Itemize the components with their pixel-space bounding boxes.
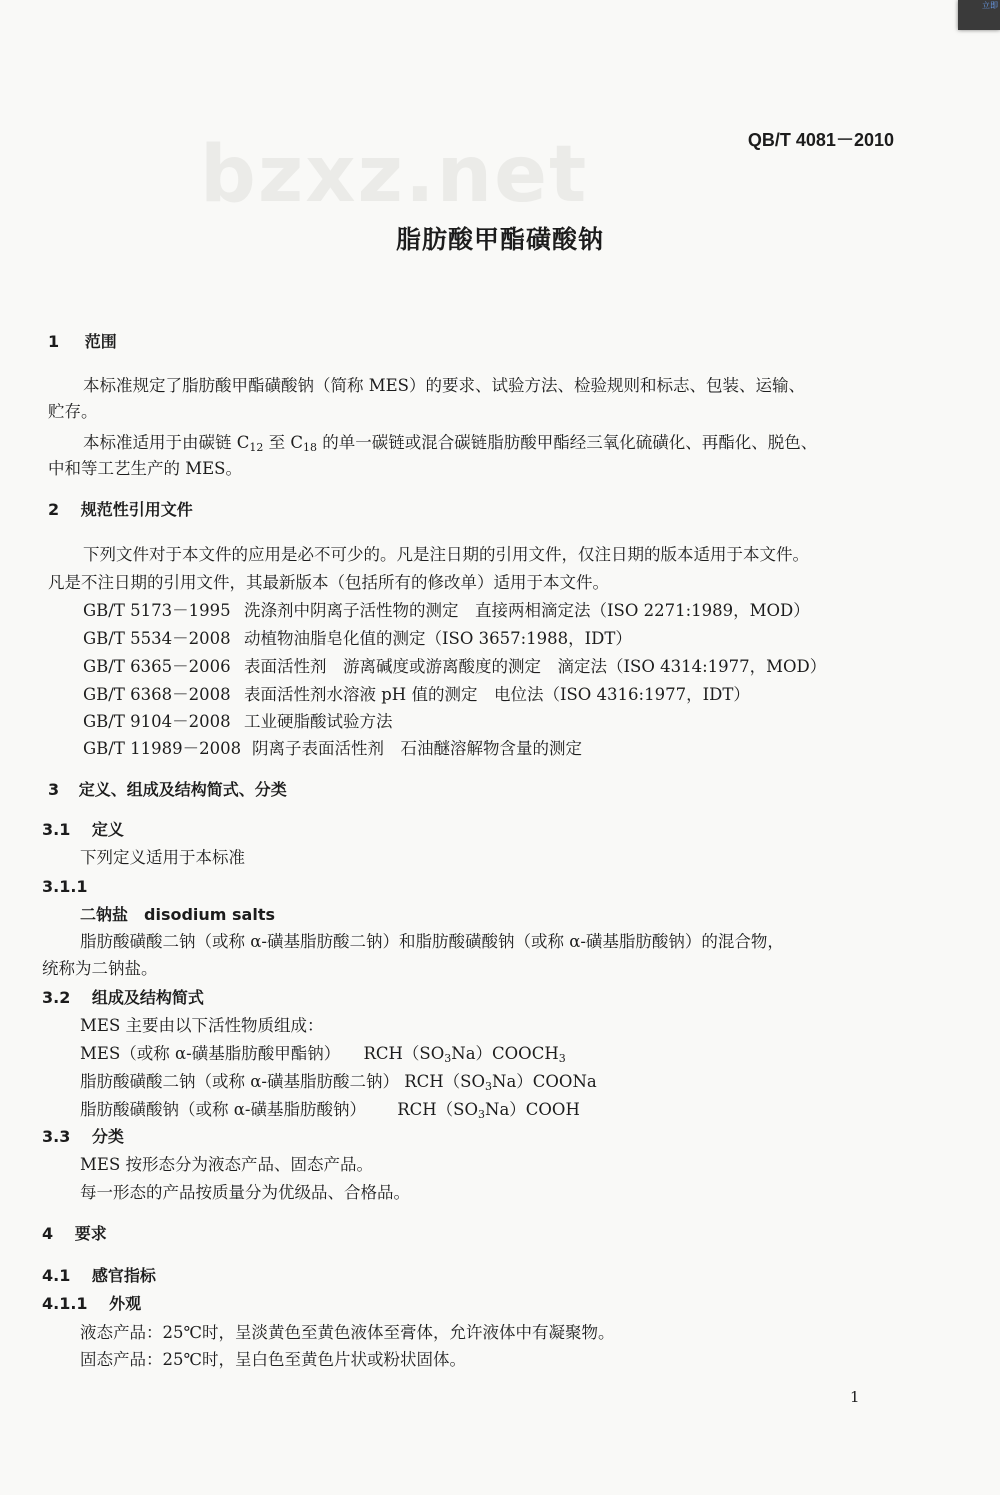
text-run: RCH（SO [363,1044,445,1063]
paragraph-line: MES 按形态分为液态产品、固态产品。 [80,1155,373,1174]
section-number: 4.1 [42,1266,71,1285]
text-run: Na）COOH [485,1100,580,1119]
reference-title: 工业硬脂酸试验方法 [244,712,393,731]
paragraph-line: 下列定义适用于本标准 [80,848,245,867]
structural-formula [404,1072,597,1091]
section-title: 范围 [84,332,117,351]
paragraph-line: 液态产品：25℃时，呈淡黄色至黄色液体至膏体，允许液体中有凝聚物。 [80,1323,615,1342]
section-title: 感官指标 [91,1266,156,1285]
section-title: 要求 [74,1224,107,1243]
structural-formula [397,1100,580,1119]
section-title: 外观 [109,1294,142,1313]
reference-code: GB/T 6365－2006 [83,657,231,676]
reference-title: 动植物油脂皂化值的测定（ISO 3657:1988，IDT） [244,629,632,648]
document-title: 脂肪酸甲酯磺酸钠 [395,225,604,254]
paragraph-line: 下列文件对于本文件的应用是必不可少的。凡是注日期的引用文件，仅注日期的版本适用于本文件。 [83,545,809,564]
reference-code: GB/T 5173－1995 [83,601,231,620]
subsection-4-1-1-heading [42,1294,141,1313]
text-run: RCH（SO [404,1072,485,1091]
text-run: 的单一碳链或混合碳链脂肪酸甲酯经三氧化硫磺化、再酯化、脱色、 [317,433,818,452]
section-number: 1 [48,332,60,351]
text-run: Na）COOCH [451,1044,559,1063]
reference-code: GB/T 9104－2008 [83,712,231,731]
compound-name: 脂肪酸磺酸钠（或称 α-磺基脂肪酸钠） [80,1100,366,1119]
text-run: Na）COONa [492,1072,597,1091]
compound-name: MES（或称 α-磺基脂肪酸甲酯钠） [80,1044,341,1063]
subsection-3-3-heading [42,1127,124,1146]
section-number: 3.1 [42,820,71,839]
subscript: 3 [558,1052,566,1065]
reference-title: 洗涤剂中阴离子活性物的测定 直接两相滴定法（ISO 2271:1989，MOD） [244,601,810,620]
section-number: 3 [48,780,60,799]
section-title: 定义 [91,820,124,839]
formula-line [80,1072,597,1092]
text-run: 本标准适用于由碳链 C [83,433,250,452]
reference-code: GB/T 5534－2008 [83,629,231,648]
paragraph-line: 凡是不注日期的引用文件，其最新版本（包括所有的修改单）适用于本文件。 [48,573,609,592]
subscript: 3 [444,1052,452,1065]
reference-title: 表面活性剂水溶液 pH 值的测定 电位法（ISO 4316:1977，IDT） [244,685,750,704]
paragraph-line: 贮存。 [48,402,98,421]
subsection-3-1-heading [42,820,124,839]
section-title: 定义、组成及结构简式、分类 [78,780,287,799]
clause-number: 3.1.1 [42,877,88,896]
structural-formula [363,1044,565,1063]
paragraph-line: 脂肪酸磺酸二钠（或称 α-磺基脂肪酸二钠）和脂肪酸磺酸钠（或称 α-磺基脂肪酸钠）的混合物， [80,932,784,951]
corner-label[interactable]: 立即 [982,1,998,10]
text-run: RCH（SO [397,1100,478,1119]
standard-code: QB/T 4081－2010 [747,130,894,150]
subsection-4-1-heading [42,1266,156,1285]
reference-code: GB/T 6368－2008 [83,685,231,704]
section-number: 3.3 [42,1127,71,1146]
subscript: 18 [303,441,317,454]
compound-name: 脂肪酸磺酸二钠（或称 α-磺基脂肪酸二钠） [80,1072,399,1091]
section-2-heading [48,500,193,519]
subscript: 3 [478,1108,485,1121]
section-number: 3.2 [42,988,71,1007]
formula-line [80,1044,566,1064]
section-title: 规范性引用文件 [80,500,193,519]
section-number: 4.1.1 [42,1294,88,1313]
section-1-heading [48,332,117,351]
paragraph-line [83,433,817,453]
paragraph-line: 每一形态的产品按质量分为优级品、合格品。 [80,1183,410,1202]
text-run: 至 C [263,433,303,452]
paragraph-line: 固态产品：25℃时，呈白色至黄色片状或粉状固体。 [80,1350,466,1369]
term-heading: 二钠盐 disodium salts [80,905,276,924]
section-number: 4 [42,1224,54,1243]
paragraph-line: MES 主要由以下活性物质组成： [80,1016,324,1035]
paragraph-line: 统称为二钠盐。 [42,959,158,978]
reference-title: 表面活性剂 游离碱度或游离酸度的测定 滴定法（ISO 4314:1977，MOD） [244,657,827,676]
section-title: 组成及结构简式 [91,988,204,1007]
paragraph-line: 中和等工艺生产的 MES。 [48,459,242,478]
watermark: bzxz.net [200,130,589,220]
reference-title: 阴离子表面活性剂 石油醚溶解物含量的测定 [252,739,582,758]
corner-tab[interactable] [958,0,1000,30]
reference-code: GB/T 11989－2008 [83,739,242,758]
section-number: 2 [48,500,60,519]
subscript: 3 [485,1080,492,1093]
subsection-3-2-heading [42,988,204,1007]
section-3-heading [48,780,287,799]
formula-line [80,1100,580,1120]
page-number: 1 [850,1388,860,1406]
paragraph-line: 本标准规定了脂肪酸甲酯磺酸钠（简称 MES）的要求、试验方法、检验规则和标志、包装、运输、 [83,376,805,395]
section-4-heading [42,1224,107,1243]
subscript: 12 [249,441,264,454]
section-title: 分类 [91,1127,124,1146]
